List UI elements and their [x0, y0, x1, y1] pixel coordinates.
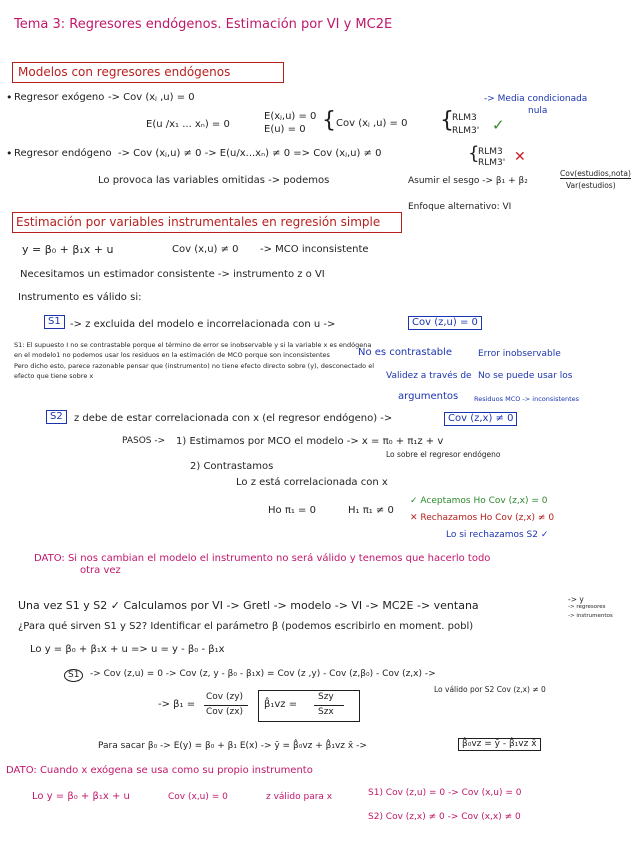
exog-rlm2: RLM3' — [452, 126, 480, 136]
para-sacar: Para sacar β₀ -> E(y) = β₀ + β₁ E(x) -> ȳ = β̂₀vz + β̂₁vz x̄ -> — [98, 741, 367, 751]
fraction-line — [204, 705, 248, 706]
enfoque-text: Enfoque alternativo: VI — [408, 202, 512, 212]
model-eq: y = β₀ + β₁x + u — [22, 243, 114, 256]
paso-1b: Lo sobre el regresor endógeno — [386, 450, 501, 459]
residuos-text: Residuos MCO -> inconsistentes — [474, 395, 580, 403]
lo-eq: Lo y = β₀ + β₁x + u => u = y - β₀ - β₁x — [30, 644, 225, 655]
bullet: • — [6, 147, 13, 160]
side-inst: -> instrumentos — [568, 613, 613, 619]
s1-box: Cov (z,u) = 0 — [408, 316, 482, 330]
note-line: en el modelo1 no podemos usar los residuos en la estimación de MCO porque son inconsistentes — [14, 351, 330, 360]
eq2-num: Cov (zy) — [206, 692, 244, 702]
check-icon: ✓ — [492, 116, 505, 134]
valid-text: Instrumento es válido si: — [18, 292, 142, 303]
mco-text: -> MCO inconsistente — [260, 244, 369, 255]
cross-icon: ✕ — [514, 149, 526, 165]
exog-lead: Regresor exógeno — [14, 92, 105, 103]
error-text: Error inobservable — [478, 349, 561, 359]
dato-1b: otra vez — [80, 565, 121, 576]
exog-e2a: E(xⱼ,u) = 0 — [264, 111, 317, 122]
s1-label: S1 — [44, 315, 65, 329]
endog-expr: -> Cov (xⱼ,u) ≠ 0 -> E(u/x...xₙ) ≠ 0 => Cov (xⱼ,u) ≠ 0 — [118, 148, 382, 159]
rech-text: ✕ Rechazamos Ho Cov (z,x) ≠ 0 — [410, 513, 555, 523]
lo2-eq: Lo y = β₀ + β₁x + u — [32, 791, 130, 802]
note-line: efecto que tiene sobre x — [14, 372, 94, 381]
bullet: • — [6, 91, 13, 104]
valido-s2: Lo válido por S2 Cov (z,x) ≠ 0 — [434, 685, 546, 694]
page-title: Tema 3: Regresores endógenos. Estimación por VI y MC2E — [14, 17, 393, 32]
endog-rlm2: RLM3' — [478, 158, 506, 168]
exog-rlm: RLM3 — [452, 113, 477, 123]
brace-icon: { — [440, 108, 454, 133]
paso-2b: Lo z está correlacionada con x — [236, 477, 388, 488]
acept-text: ✓ Aceptamos Ho Cov (z,x) = 0 — [410, 496, 548, 506]
h1-text: H₁ π₁ ≠ 0 — [348, 505, 394, 516]
s1-text: -> z excluida del modelo e incorrelacionada con u -> — [70, 319, 336, 330]
section-heading-2: Estimación por variables instrumentales en regresión simple — [16, 215, 381, 229]
bviz-label: β̂₁vz = — [264, 699, 298, 710]
eq-1: -> Cov (z,u) = 0 -> Cov (z, y - β₀ - β₁x) = Cov (z ,y) - Cov (z,β₀) - Cov (z,x) -> — [90, 669, 436, 679]
nosepuede-text: No se puede usar los — [478, 371, 573, 381]
need-text: Necesitamos un estimador consistente -> instrumento z o VI — [20, 269, 325, 280]
validez-text: Validez a través de — [386, 371, 472, 381]
brace-icon: { — [468, 143, 480, 164]
cond-1: S1) Cov (z,u) = 0 -> Cov (x,u) = 0 — [368, 788, 522, 798]
paso-2: 2) Contrastamos — [190, 461, 274, 472]
h0-text: Ho π₁ = 0 — [268, 505, 316, 516]
frac-den: Var(estudios) — [566, 181, 616, 190]
contrast-text: No es contrastable — [358, 347, 452, 358]
argumentos-text: argumentos — [398, 391, 459, 402]
cov2-eq: Cov (x,u) = 0 — [168, 792, 228, 802]
para-text: ¿Para qué sirven S1 y S2? Identificar el parámetro β (podemos escribirlo en moment. pobl) — [18, 621, 474, 632]
pasos-label: PASOS -> — [122, 436, 166, 446]
exog-cov: Cov (xⱼ ,u) = 0 — [336, 118, 408, 129]
cond-2: S2) Cov (z,x) ≠ 0 -> Cov (x,x) ≠ 0 — [368, 812, 521, 822]
note-line: Pero dicho esto, parece razonable pensar que (instrumento) no tiene efecto directo sobre (y), desconectado el — [14, 361, 374, 370]
losi-text: Lo si rechazamos S2 ✓ — [446, 530, 549, 540]
asumir-text: Asumir el sesgo -> β₁ + β₂ — [408, 176, 528, 186]
una-vez-text: Una vez S1 y S2 ✓ Calculamos por VI -> Gretl -> modelo -> VI -> MC2E -> ventana — [18, 599, 479, 612]
bviz-num: Szy — [318, 692, 334, 702]
b0-box: β̂₀vz = ȳ - β̂₁vz x̄ — [458, 738, 541, 751]
s1-circle: S1 — [64, 669, 83, 682]
s1-note — [14, 340, 374, 382]
exog-expr: -> Cov (xⱼ ,u) = 0 — [108, 92, 195, 103]
brace-icon: { — [322, 108, 336, 133]
s2-text: z debe de estar correlacionada con x (el regresor endógeno) -> — [74, 413, 393, 424]
eq2-den: Cov (zx) — [206, 707, 244, 717]
bviz-den: Szx — [318, 707, 334, 717]
note-line: S1: El supuesto I no se contrastable porque el término de error se inobservable y si la variable x es endógena — [14, 341, 372, 349]
endog-rlm: RLM3 — [478, 147, 503, 157]
dato-2: DATO: Cuando x exógena se usa como su propio instrumento — [6, 765, 313, 776]
endog-lead: Regresor endógeno — [14, 148, 112, 159]
frac-num: Cov(estudios,nota) — [560, 169, 631, 178]
s2-box: Cov (z,x) ≠ 0 — [444, 412, 517, 426]
media-text: -> Media condicionada — [484, 94, 588, 104]
side-reg: -> regresores — [568, 604, 606, 610]
paso-1: 1) Estimamos por MCO el modelo -> x = π₀ + π₁z + v — [176, 436, 444, 447]
fraction-line — [314, 705, 344, 706]
cov-eq: Cov (x,u) ≠ 0 — [172, 244, 239, 255]
dato-1: DATO: Si nos cambian el modelo el instrumento no será válido y tenemos que hacerlo todo — [34, 553, 491, 564]
eq-2: -> β₁ = — [158, 699, 196, 710]
s2-label: S2 — [46, 410, 67, 424]
exog-e1: E(u /x₁ ... xₙ) = 0 — [146, 119, 230, 130]
nula-text: nula — [528, 106, 548, 116]
exog-e2b: E(u) = 0 — [264, 124, 306, 135]
valida-text: z válido para x — [266, 792, 333, 802]
omitidas-text: Lo provoca las variables omitidas -> podemos — [98, 175, 330, 186]
side-y: -> y — [568, 595, 584, 604]
section-heading-1: Modelos con regresores endógenos — [18, 65, 231, 79]
